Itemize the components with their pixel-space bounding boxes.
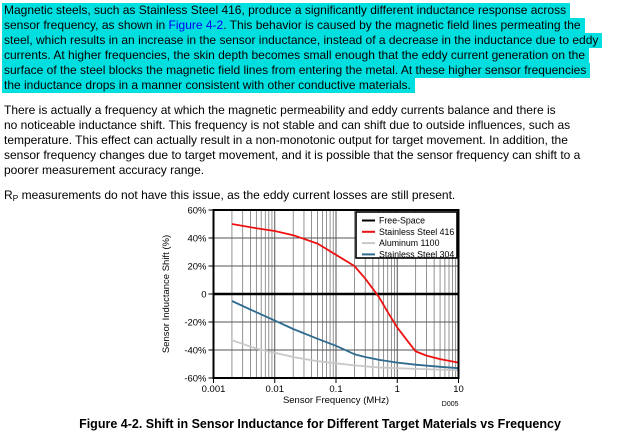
chart-y-tick-label: 60% [187,205,207,217]
text-segment: There is actually a frequency at which the magnetic permeability and eddy currents balance and there is [4,103,556,117]
text-segment: steel, which results in an increase in the sensor inductance, instead of a decrease in the inductance due to eddy [4,33,599,47]
text-line [4,48,638,63]
chart-y-tick-label: -60% [184,373,207,385]
highlight-span [2,48,589,63]
text-segment: . This behavior is caused by the magnetic field lines permeating the [223,18,581,32]
text-segment: poorer measurement accuracy range. [4,163,205,177]
para-frequency-balance [4,103,638,178]
chart-x-axis-title: Sensor Frequency (MHz) [282,395,390,406]
chart-x-tick-label: 0.001 [201,384,226,395]
legend-label-2: Aluminum 1100 [379,238,440,249]
text-span [4,118,570,132]
chart-x-tick-label: 10 [453,384,464,395]
text-line [4,118,638,133]
chart-y-tick-label: 20% [187,261,207,273]
document-text [4,3,638,213]
text-segment: no noticeable inductance shift. This frequency is not stable and can shift due to outside influences, such as [4,118,571,132]
text-line [4,78,638,93]
text-line [4,18,638,33]
chart-x-tick-label: 0.1 [329,384,343,395]
text-segment: Magnetic steels, such as Stainless Steel 416, produce a significantly different inductance response across [4,3,567,17]
chart-x-tick-label: 1 [394,384,400,395]
text-line [4,148,638,163]
text-segment: currents. At higher frequencies, the skin depth becomes small enough that the eddy current generation on the [4,48,586,62]
text-segment: sensor frequency changes due to target movement, and it is possible that the sensor frequency can shift to a [4,148,581,162]
text-line [4,133,638,148]
chart-x-tick-label: 0.01 [265,384,284,395]
chart-y-axis-title: Sensor Inductance Shift (%) [161,234,172,354]
text-segment: sensor frequency, as shown in [4,18,169,32]
highlight-span [2,78,415,93]
chart-y-tick-label: -20% [184,317,207,329]
highlight-span [2,63,590,78]
text-line [4,163,638,178]
text-span [4,103,556,117]
highlight-span [2,18,585,33]
chart-watermark: D005 [441,401,459,408]
para-magnetic-steels [4,3,638,93]
figure-4-2-link[interactable]: Figure 4-2 [168,18,224,32]
text-segment: measurements do not have this issue, as the eddy current losses are still present. [18,188,456,202]
legend-label-1: Stainless Steel 416 [379,226,455,237]
text-segment: temperature. This effect can actually result in a non-monotonic output for target movement. In addition, the [4,133,568,147]
subscript-text: P [12,193,19,203]
chart-y-tick-label: 0 [201,289,207,301]
inductance-shift-chart [0,200,640,415]
figure-caption: Figure 4-2. Shift in Sensor Inductance for Different Target Materials vs Frequency [79,417,561,431]
legend-label-0: Free-Space [379,215,425,226]
chart-y-tick-label: 40% [187,233,207,245]
highlight-span [2,3,570,18]
legend-label-3: Stainless Steel 304 [379,249,455,260]
text-line [4,33,638,48]
text-segment: the inductance drops in a manner consistent with other conductive materials. [4,78,411,92]
text-span [4,148,580,162]
text-line [4,103,638,118]
chart-y-tick-label: -40% [184,345,207,357]
text-line [4,63,638,78]
text-line [4,3,638,18]
highlight-span [2,33,602,48]
text-span [4,163,204,177]
chart-series-stainless-steel-304 [232,301,459,368]
text-segment: surface of the steel blocks the magnetic field lines from entering the metal. At these higher sensor frequencies [4,63,587,77]
text-span [4,133,568,147]
text-segment: R [4,188,13,202]
